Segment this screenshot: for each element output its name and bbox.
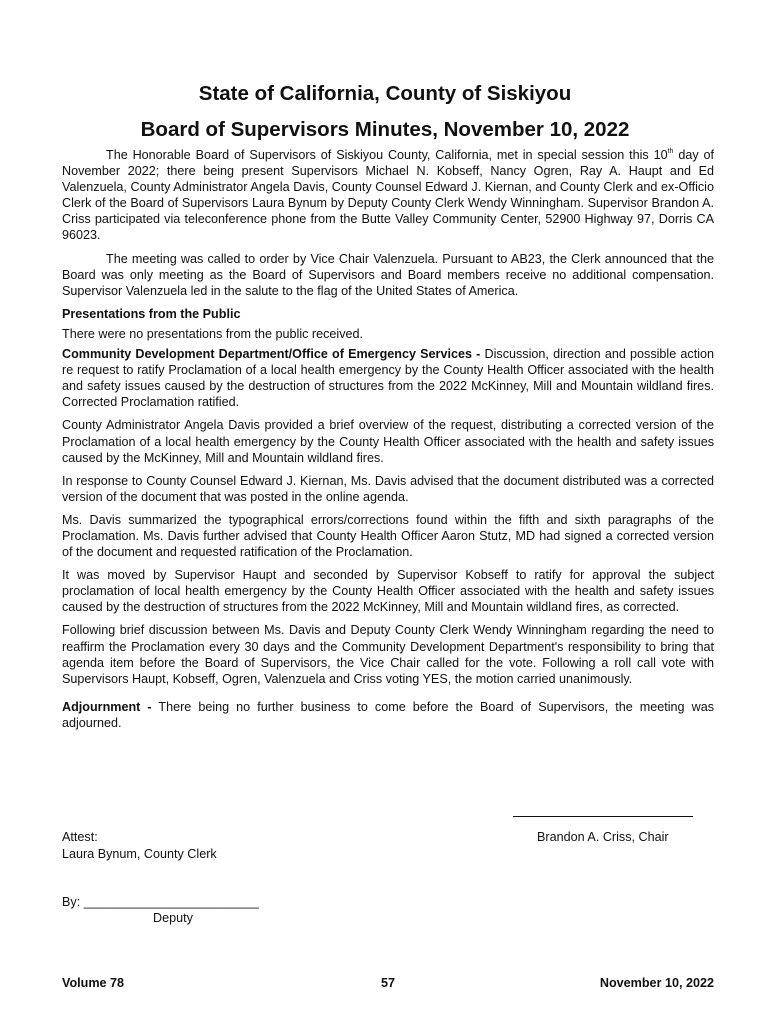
paragraph-overview: County Administrator Angela Davis provided a brief overview of the request, distributing a corrected version of the Proclamation of a local health emergency by the County Health Officer associated with the health and safety issues caused by the McKinney, Mill and Mountain wildland fires. <box>62 418 714 465</box>
paragraph-corrections-summary: Ms. Davis summarized the typographical errors/corrections found within the fifth and sixth paragraphs of the Proclamation. Ms. Davis further advised that County Health Officer Aaron Stutz, MD had signed a corrected version of the document and requested ratification of the Proclamation. <box>62 512 714 560</box>
paragraph-call-to-order: The meeting was called to order by Vice Chair Valenzuela. Pursuant to AB23, the Clerk announced that the Board was only meeting as the Board of Supervisors and Board members receive no additional compensation. Supervisor Valenzuela led in the salute to the flag of the United States of America. <box>62 251 714 298</box>
paragraph-attendance <box>62 147 714 244</box>
minutes-body <box>62 147 714 738</box>
paragraph-presentations: There were no presentations from the public received. <box>62 326 364 341</box>
footer-date: November 10, 2022 <box>599 976 714 990</box>
paragraph-cdd-item <box>62 346 714 410</box>
document-title: State of California, County of Siskiyou <box>198 82 572 105</box>
presentations-heading: Presentations from the Public <box>62 306 241 321</box>
paragraph-adjournment <box>62 699 714 731</box>
attendance-text-start: The Honorable Board of Supervisors of Siskiyou County, California, met in special session this 10 <box>106 148 668 162</box>
cdd-heading: Community Development Department/Office of Emergency Services - <box>62 347 481 362</box>
paragraph-counsel-response: In response to County Counsel Edward J. Kiernan, Ms. Davis advised that the document distributed was a corrected version of the document that was posted in the online agenda. <box>62 473 714 504</box>
attendance-text-end: day of November 2022; there being present Supervisors Michael N. Kobseff, Nancy Ogren, Ray A. Haupt and Ed Valenzuela, County Administrator Angela Davis, County Counsel Edward J. Kiernan, and County Clerk and ex-Officio Clerk of the Board of Supervisors Laura Bynum by Deputy County Clerk Wendy Winningham. Supervisor Brandon A. Criss participated via teleconference phone from the Butte Valley Community Center, 52900 Highway 97, Dorris CA 96023. <box>62 148 715 243</box>
document-subtitle: Board of Supervisors Minutes, November 10, 2022 <box>140 118 630 141</box>
chair-signature-line <box>513 816 693 817</box>
clerk-name: Laura Bynum, County Clerk <box>62 847 217 861</box>
paragraph-vote: Following brief discussion between Ms. Davis and Deputy County Clerk Wendy Winningham regarding the need to reaffirm the Proclamation every 30 days and the Community Development Department's responsibility to bring that agenda item before the Board of Supervisors, the Vice Chair called for the vote. Following a roll call vote with Supervisors Haupt, Kobseff, Ogren, Valenzuela and Criss voting YES, the motion carried unanimously. <box>62 623 714 686</box>
adjournment-heading: Adjournment - <box>62 699 152 714</box>
footer-volume: Volume 78 <box>62 976 125 990</box>
deputy-label: Deputy <box>153 911 193 925</box>
footer-page-number: 57 <box>381 976 396 990</box>
deputy-signature-line: By: _________________________ <box>62 895 259 909</box>
adjournment-text: There being no further business to come before the Board of Supervisors, the meeting was adjourned. <box>62 699 714 730</box>
cdd-text: Discussion, direction and possible action re request to ratify Proclamation of a local health emergency by the County Health Officer associated with the health and safety issues caused by the destruction of structures from the 2022 McKinney, Mill and Mountain wildland fires. Corrected Proclamation ratified. <box>62 347 715 410</box>
attest-label: Attest: <box>62 830 98 844</box>
paragraph-motion: It was moved by Supervisor Haupt and seconded by Supervisor Kobseff to ratify for approval the subject proclamation of local health emergency by the County Health Officer associated with the health and safety issues caused by the destruction of structures from the 2022 McKinney, Mill and Mountain wildland fires, as corrected. <box>62 568 714 615</box>
chair-signature-name: Brandon A. Criss, Chair <box>537 830 669 844</box>
ordinal-suffix: th <box>667 148 674 155</box>
